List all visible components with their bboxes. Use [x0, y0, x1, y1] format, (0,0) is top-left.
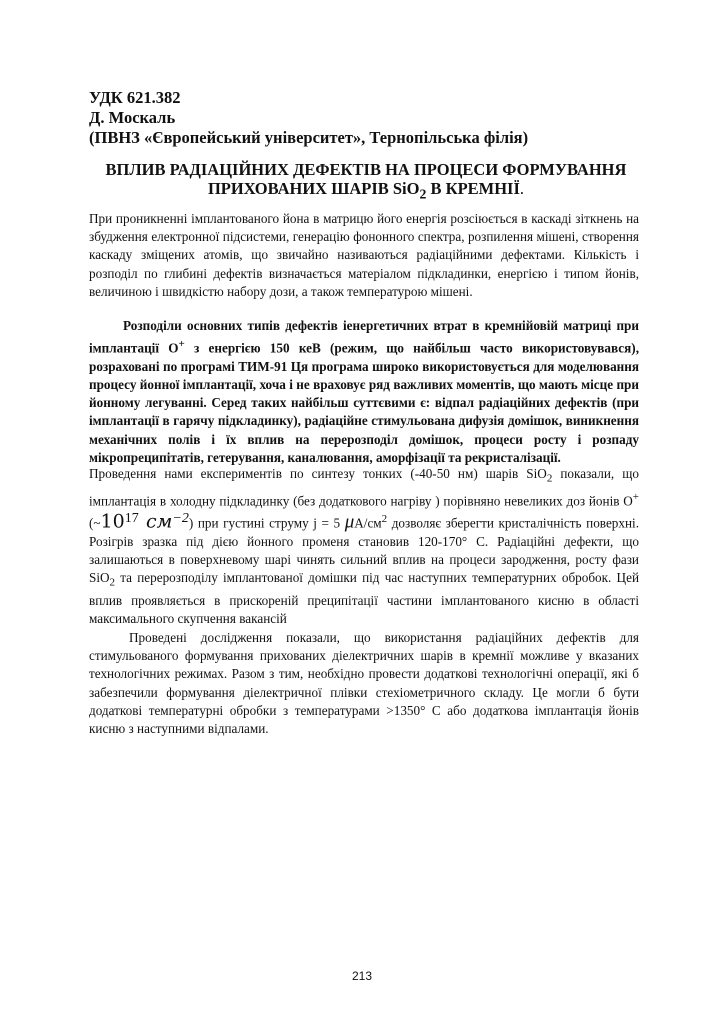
title-dot: . [519, 179, 525, 198]
p3-text-d: ) при густині струму j = 5 [188, 515, 345, 531]
dose-exponent: 17 [124, 511, 139, 527]
title-subscript: 2 [419, 186, 427, 202]
author-affiliation: (ПВНЗ «Європейський університет», Тернопільська філія) [89, 128, 529, 147]
p3-text-g: та перерозподілу імплантованої домішки під час наступних температурних обробок. Цей вплив проявляється в прискореній преципітації частини імплантованого кисню в області максимального скупчення вакансій [89, 570, 639, 627]
p3-text-a: Проведення нами експериментів по синтезу тонких (-40-50 нм) шарів SiO [89, 466, 547, 481]
title-line-2 [80, 179, 652, 203]
p2-text-a: Розподіли основних типів дефектів іенергетичних втрат в кремнійовій матриці при імплантації O [89, 318, 639, 356]
p3-subscript-1: 2 [546, 472, 553, 485]
article-header [89, 88, 649, 148]
paragraph-intro: При проникненні імплантованого йона в матрицю його енергія розсіюється в каскаді зіткнень на збудження електронної підсистеми, генерацію фононного спектра, розпилення мішені, створення каскаду зміщених атомів, що звичайно називаються радіаційними дефектами. Кількість і розподіл по глибині дефектів визначається матеріалом підкладинки, енергією і типом йонів, величиною і швидкістю набору дози, а також температурою мішені. [89, 211, 639, 299]
article-title [80, 160, 652, 203]
paragraph-defects [89, 317, 639, 467]
dose-value: 10 [100, 510, 125, 533]
p3-superscript-2: 2 [381, 513, 388, 526]
mu-symbol: μ [344, 511, 355, 533]
p3-subscript-2: 2 [109, 577, 116, 590]
p2-text-b: з енергією 150 кеВ (режим, що найбільш часто використовувався), розраховані по програмі ТИМ-91 Ця програма широко використовується для моделювання процесу йонної імплантації, хоча і не враховує ряд важливих моментів, що мають місце при йонному легуванні. Серед таких найбільш суттєвими є: відпал радіаційних дефектів (при імплантації в гарячу підкладинку), радіаційне стимульована дифузія домішок, виникнення механічних полів і їх вплив на перерозподіл домішок, процеси росту і розпаду мікропреципітатів, гетерування, каналювання, аморфізації та рекристалізації. [89, 340, 639, 465]
author-name: Д. Москаль [89, 108, 176, 127]
p3-text-c: (~ [89, 515, 101, 531]
title-text-end: В КРЕМНІЇ [426, 179, 520, 198]
dose-unit: см [138, 510, 173, 533]
paragraph-experiments [89, 465, 639, 629]
p3-text-e: А/см [354, 515, 382, 531]
udk-code: УДК 621.382 [89, 88, 181, 107]
page-number: 213 [351, 969, 373, 983]
title-text: ПРИХОВАНИХ ШАРІВ SiO [207, 179, 420, 198]
p3-text-b: показали, що імплантація в холодну підкладинку (без додаткового нагріву ) порівняно невеликих доз йонів O [89, 466, 639, 509]
title-line-1: ВПЛИВ РАДІАЦІЙНИХ ДЕФЕКТІВ НА ПРОЦЕСИ ФОРМУВАННЯ [105, 160, 627, 179]
paragraph-conclusion: Проведені дослідження показали, що використання радіаційних дефектів для стимульованого формування прихованих діелектричних шарів в кремнії можливе у вказаних технологічних режимах. Разом з тим, необхідно провести додаткові технологічні операції, які б забезпечили формування діелектричної плівки стехіометричного складу. Це могли б бути додаткові температурні обробки з температурами >1350° С або додаткова імплантація йонів кисню з наступними відпалами. [89, 630, 639, 737]
p3-superscript-1: + [632, 490, 639, 503]
dose-unit-exponent: −2 [172, 511, 189, 527]
p3-text-f: дозволяє зберегти кристалічність поверхні. Розігрів зразка під дією йонного променя становив 120-170° С. Радіаційні дефекти, що залишаються в поверхневому шарі чинять сильний вплив на процеси зародження, росту фази SiO [89, 515, 640, 586]
p2-superscript: + [178, 338, 185, 351]
